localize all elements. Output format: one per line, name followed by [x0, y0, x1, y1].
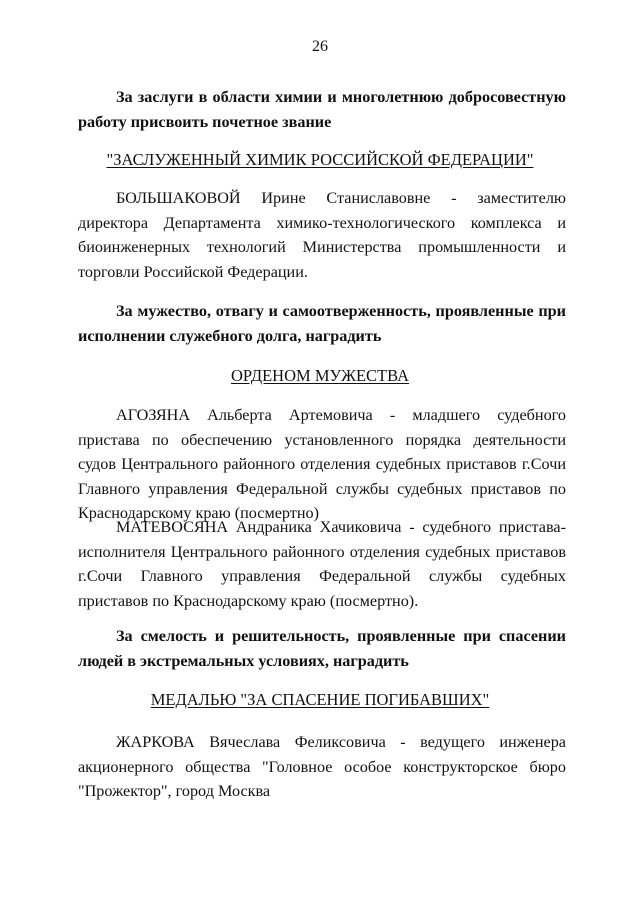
- recipient-entry: АГОЗЯНА Альберта Артемовича - младшего судебного пристава по обеспечению установленного порядка деятельности судов Центрального районного отделения судебных приставов г.Сочи Главного управления Федеральной службы судебных приставов по Краснодарскому краю (посмертно): [78, 406, 566, 522]
- section-intro: За заслуги в области химии и многолетнюю добросовестную работу присвоить почетное звание: [78, 88, 566, 131]
- award-title: ОРДЕНОМ МУЖЕСТВА: [231, 366, 409, 385]
- recipient-entry: МАТЕВОСЯНА Андраника Хачиковича - судебного пристава-исполнителя Центрального районного отделения судебных приставов г.Сочи Главного управления Федеральной службы судебных приставов по Краснодарскому краю (посмертно).: [78, 518, 566, 610]
- section-intro: За мужество, отвагу и самоотверженность, проявленные при исполнении служебного долга, наградить: [78, 302, 566, 345]
- page-number: 26: [312, 38, 328, 55]
- award-title: МЕДАЛЬЮ "ЗА СПАСЕНИЕ ПОГИБАВШИХ": [150, 690, 490, 709]
- recipient-entry: БОЛЬШАКОВОЙ Ирине Станиславовне - заместителю директора Департамента химико-технологического комплекса и биоинженерных технологий Министерства промышленности и торговли Российской Федерации.: [78, 189, 566, 281]
- award-title: "ЗАСЛУЖЕННЫЙ ХИМИК РОССИЙСКОЙ ФЕДЕРАЦИИ": [106, 150, 534, 169]
- recipient-entry: ЖАРКОВА Вячеслава Феликсовича - ведущего инженера акционерного общества "Головное особое конструкторское бюро "Прожектор", город Москва: [78, 733, 566, 800]
- section-intro: За смелость и решительность, проявленные при спасении людей в экстремальных условиях, наградить: [78, 627, 566, 670]
